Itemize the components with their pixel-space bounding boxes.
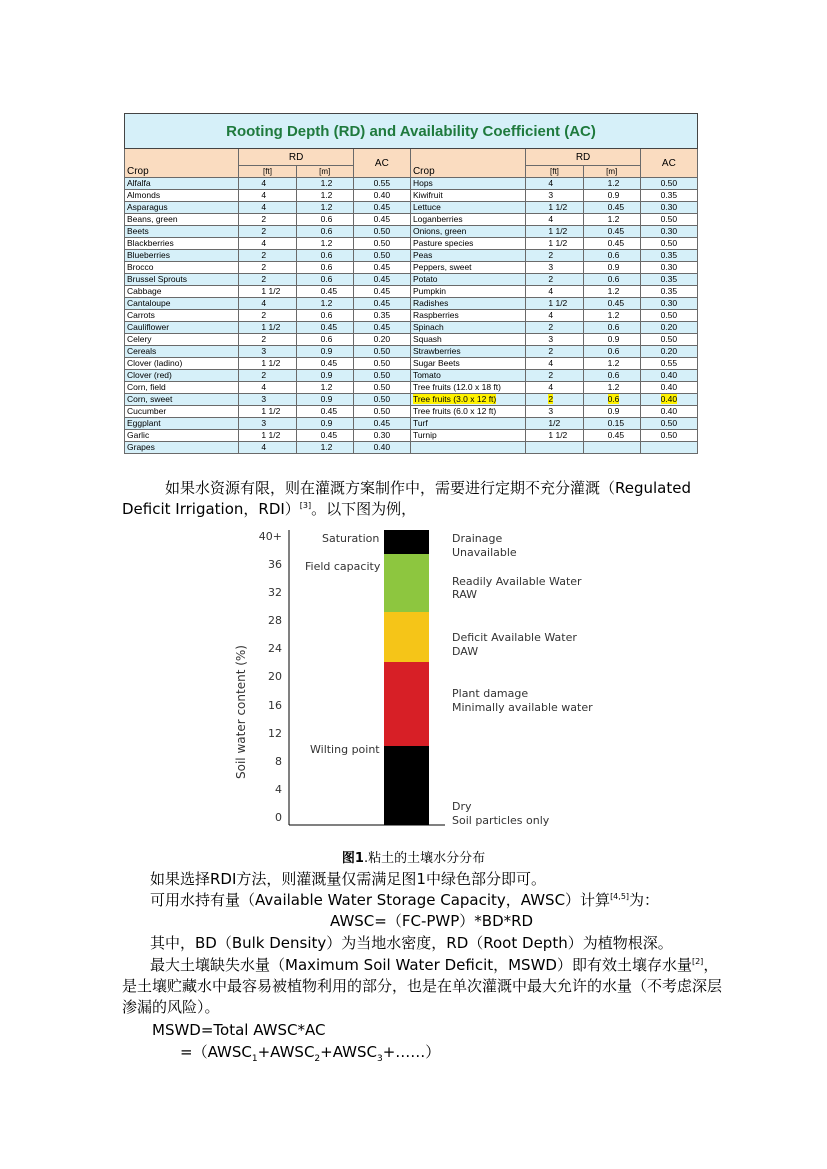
left-crop-cell: Grapes	[125, 442, 239, 454]
left-ac-cell: 0.40	[353, 190, 410, 202]
rdi-tail: 。以下图为例，	[311, 500, 417, 518]
left-rd-ft-cell: 2	[239, 310, 296, 322]
right-crop-cell: Loganberries	[410, 214, 525, 226]
left-rd-ft-cell: 4	[239, 202, 296, 214]
caption-number: 图1	[341, 851, 364, 866]
left-ac-cell: 0.55	[353, 178, 410, 190]
highlighted-value: 0.40	[660, 394, 678, 404]
left-rd-ft-cell: 2	[239, 250, 296, 262]
left-rd-ft-cell: 3	[239, 418, 296, 430]
right-ac-cell: 0.50	[640, 418, 697, 430]
right-rd-ft-cell: 4	[526, 358, 583, 370]
y-tick-label: 40+	[258, 530, 282, 543]
table-row	[125, 238, 698, 250]
right-crop-cell: Squash	[410, 334, 525, 346]
left-ac-cell: 0.50	[353, 394, 410, 406]
right-rd-ft-cell: 4	[526, 178, 583, 190]
left-rd-m-cell: 0.45	[296, 322, 353, 334]
left-ac-cell: 0.50	[353, 358, 410, 370]
ft-header-left: [ft]	[239, 166, 296, 178]
y-tick-label: 0	[275, 811, 282, 824]
right-rd-ft-cell: 3	[526, 262, 583, 274]
left-rd-m-cell: 0.45	[296, 406, 353, 418]
right-rd-ft-cell: 3	[526, 190, 583, 202]
table-row	[125, 274, 698, 286]
table-row	[125, 406, 698, 418]
left-rd-ft-cell: 4	[239, 238, 296, 250]
right-rd-ft-cell: 1 1/2	[526, 238, 583, 250]
sum-sub-1: 1	[251, 1054, 258, 1064]
left-ac-cell: 0.45	[353, 202, 410, 214]
left-crop-cell: Celery	[125, 334, 239, 346]
right-crop-cell: Spinach	[410, 322, 525, 334]
left-rd-ft-cell: 1 1/2	[239, 406, 296, 418]
left-crop-cell: Beans, green	[125, 214, 239, 226]
left-rd-m-cell: 0.6	[296, 226, 353, 238]
table-row	[125, 250, 698, 262]
rd-header-left: RD	[239, 149, 353, 166]
paragraph-awsc	[150, 890, 659, 911]
zone-dry-line2: Soil particles only	[452, 814, 550, 827]
left-rd-m-cell: 0.9	[296, 394, 353, 406]
left-ac-cell: 0.50	[353, 250, 410, 262]
right-rd-ft-cell: 1 1/2	[526, 430, 583, 442]
table-row	[125, 202, 698, 214]
left-ac-cell: 0.30	[353, 430, 410, 442]
right-rd-m-cell: 1.2	[583, 214, 640, 226]
right-rd-ft-cell: 1 1/2	[526, 298, 583, 310]
left-crop-cell: Almonds	[125, 190, 239, 202]
right-ac-cell: 0.30	[640, 202, 697, 214]
zone-dry-bar	[384, 746, 429, 825]
right-rd-ft-cell: 2	[526, 370, 583, 382]
left-ac-cell: 0.40	[353, 442, 410, 454]
right-ac-cell: 0.35	[640, 190, 697, 202]
table-row	[125, 334, 698, 346]
zone-raw-line1: Readily Available Water	[452, 575, 582, 588]
right-crop-cell: Tomato	[410, 370, 525, 382]
left-ac-cell: 0.45	[353, 214, 410, 226]
caption-text: .粘土的土壤水分分布	[363, 851, 486, 866]
right-ac-cell: 0.55	[640, 358, 697, 370]
ac-header-left: AC	[353, 149, 410, 178]
rooting-depth-table	[124, 113, 698, 454]
right-crop-cell: Radishes	[410, 298, 525, 310]
right-rd-ft-cell: 4	[526, 310, 583, 322]
table-row	[125, 418, 698, 430]
zone-daw-bar	[384, 612, 429, 662]
right-rd-ft-cell	[526, 394, 583, 406]
left-rd-m-cell: 1.2	[296, 202, 353, 214]
sum-sub-2: 2	[314, 1054, 321, 1064]
formula-mswd: MSWD=Total AWSC*AC	[152, 1021, 326, 1039]
right-rd-ft-cell: 1 1/2	[526, 226, 583, 238]
right-rd-m-cell: 1.2	[583, 310, 640, 322]
right-rd-ft-cell: 2	[526, 346, 583, 358]
left-ac-cell: 0.50	[353, 382, 410, 394]
table-row	[125, 442, 698, 454]
right-ac-cell: 0.20	[640, 322, 697, 334]
right-ac-cell: 0.50	[640, 430, 697, 442]
right-rd-ft-cell: 3	[526, 334, 583, 346]
table-row	[125, 286, 698, 298]
m-header-left: [m]	[296, 166, 353, 178]
left-rd-m-cell: 0.6	[296, 250, 353, 262]
right-rd-m-cell: 0.6	[583, 370, 640, 382]
left-ac-cell: 0.20	[353, 334, 410, 346]
zone-damage-line2: Minimally available water	[452, 701, 593, 714]
right-ac-cell: 0.35	[640, 274, 697, 286]
left-rd-m-cell: 0.9	[296, 370, 353, 382]
right-rd-m-cell: 0.15	[583, 418, 640, 430]
right-rd-m-cell: 1.2	[583, 178, 640, 190]
right-rd-m-cell: 0.9	[583, 262, 640, 274]
left-ac-cell: 0.50	[353, 406, 410, 418]
right-rd-ft-cell: 2	[526, 250, 583, 262]
sum-sub-3: 3	[377, 1054, 383, 1064]
left-rd-ft-cell: 2	[239, 370, 296, 382]
left-rd-ft-cell: 2	[239, 334, 296, 346]
right-crop-cell: Peppers, sweet	[410, 262, 525, 274]
right-rd-m-cell: 0.6	[583, 322, 640, 334]
right-rd-m-cell: 1.2	[583, 382, 640, 394]
citation-2: [2]	[691, 957, 704, 966]
right-rd-m-cell: 0.6	[583, 250, 640, 262]
left-rd-ft-cell: 1 1/2	[239, 430, 296, 442]
rd-header-right: RD	[526, 149, 640, 166]
right-rd-m-cell: 1.2	[583, 358, 640, 370]
left-crop-cell: Garlic	[125, 430, 239, 442]
right-ac-cell: 0.50	[640, 334, 697, 346]
table-row	[125, 190, 698, 202]
zone-drainage-bar	[384, 530, 429, 554]
left-rd-m-cell: 1.2	[296, 178, 353, 190]
right-crop-cell: Kiwifruit	[410, 190, 525, 202]
zone-drainage-line2: Unavailable	[452, 546, 517, 559]
wilting-point-label: Wilting point	[310, 743, 380, 756]
right-crop-cell: Sugar Beets	[410, 358, 525, 370]
left-ac-cell: 0.50	[353, 370, 410, 382]
right-ac-cell: 0.35	[640, 286, 697, 298]
highlighted-value: Tree fruits (3.0 x 12 ft)	[412, 394, 497, 404]
paragraph-rdi-line1: 如果水资源有限，则在灌溉方案制作中，需要进行定期不充分灌溉（Regulated	[165, 479, 691, 497]
paragraph-mswd-line1	[150, 955, 718, 976]
left-crop-cell: Brussel Sprouts	[125, 274, 239, 286]
sum-plus-2: +AWSC	[320, 1043, 377, 1061]
left-ac-cell: 0.50	[353, 346, 410, 358]
left-rd-ft-cell: 2	[239, 274, 296, 286]
left-rd-ft-cell: 4	[239, 442, 296, 454]
left-rd-ft-cell: 2	[239, 226, 296, 238]
right-rd-m-cell	[583, 394, 640, 406]
y-tick-label: 8	[275, 755, 282, 768]
right-rd-m-cell: 1.2	[583, 286, 640, 298]
left-rd-ft-cell: 3	[239, 346, 296, 358]
ft-header-right: [ft]	[526, 166, 583, 178]
right-rd-m-cell: 0.45	[583, 202, 640, 214]
right-crop-cell: Onions, green	[410, 226, 525, 238]
right-crop-cell: Strawberries	[410, 346, 525, 358]
table-row	[125, 346, 698, 358]
left-rd-ft-cell: 1 1/2	[239, 358, 296, 370]
y-tick-label: 36	[268, 558, 282, 571]
table-row	[125, 178, 698, 190]
right-ac-cell: 0.40	[640, 382, 697, 394]
right-rd-m-cell: 0.45	[583, 226, 640, 238]
left-crop-cell: Carrots	[125, 310, 239, 322]
right-ac-cell: 0.50	[640, 178, 697, 190]
left-rd-ft-cell: 1 1/2	[239, 286, 296, 298]
left-crop-cell: Clover (red)	[125, 370, 239, 382]
right-ac-cell: 0.40	[640, 370, 697, 382]
rdi-text: Deficit Irrigation，RDI）	[122, 500, 300, 518]
left-rd-ft-cell: 4	[239, 178, 296, 190]
highlighted-value: 2	[548, 394, 554, 404]
left-crop-cell: Alfalfa	[125, 178, 239, 190]
citation-4-5: [4,5]	[610, 892, 630, 901]
table-row	[125, 382, 698, 394]
sum-tail: +……）	[382, 1043, 441, 1061]
left-crop-cell: Eggplant	[125, 418, 239, 430]
right-ac-cell	[640, 442, 697, 454]
ac-header-right: AC	[640, 149, 697, 178]
left-rd-ft-cell: 1 1/2	[239, 322, 296, 334]
y-tick-label: 16	[268, 699, 282, 712]
right-rd-m-cell	[583, 442, 640, 454]
right-rd-ft-cell: 2	[526, 322, 583, 334]
right-rd-ft-cell: 1/2	[526, 418, 583, 430]
right-rd-ft-cell: 4	[526, 382, 583, 394]
right-crop-cell	[410, 394, 525, 406]
paragraph-mswd-line3: 渗漏的风险）。	[122, 998, 220, 1016]
left-rd-m-cell: 1.2	[296, 382, 353, 394]
left-rd-ft-cell: 2	[239, 262, 296, 274]
right-crop-cell: Turnip	[410, 430, 525, 442]
highlighted-value: 0.6	[607, 394, 620, 404]
y-tick-label: 28	[268, 614, 282, 627]
right-rd-m-cell: 0.9	[583, 190, 640, 202]
right-rd-m-cell: 0.45	[583, 430, 640, 442]
left-rd-ft-cell: 3	[239, 394, 296, 406]
zone-damage-line1: Plant damage	[452, 687, 529, 700]
left-rd-m-cell: 1.2	[296, 190, 353, 202]
table-row	[125, 394, 698, 406]
awsc-tail: 为：	[629, 891, 660, 909]
m-header-right: [m]	[583, 166, 640, 178]
right-rd-ft-cell: 1 1/2	[526, 202, 583, 214]
left-rd-ft-cell: 4	[239, 298, 296, 310]
right-rd-m-cell: 0.45	[583, 298, 640, 310]
right-ac-cell: 0.50	[640, 238, 697, 250]
table-row	[125, 370, 698, 382]
table-row	[125, 214, 698, 226]
left-ac-cell: 0.45	[353, 262, 410, 274]
right-rd-ft-cell	[526, 442, 583, 454]
left-rd-m-cell: 1.2	[296, 238, 353, 250]
table-row	[125, 226, 698, 238]
saturation-label: Saturation	[322, 532, 380, 545]
paragraph-mswd-line2: 是土壤贮藏水中最容易被植物利用的部分，也是在单次灌溉中最大允许的水量（不考虑深层	[122, 977, 723, 995]
right-crop-cell: Tree fruits (6.0 x 12 ft)	[410, 406, 525, 418]
right-crop-cell: Raspberries	[410, 310, 525, 322]
soil-water-figure	[225, 522, 605, 832]
left-rd-m-cell: 0.45	[296, 358, 353, 370]
mswd-text: 最大土壤缺失水量（Maximum Soil Water Deficit，MSWD）即有效土壤存水量	[150, 956, 692, 974]
left-ac-cell: 0.45	[353, 322, 410, 334]
right-ac-cell: 0.50	[640, 310, 697, 322]
formula-awsc: AWSC=（FC-PWP）*BD*RD	[330, 912, 534, 930]
paragraph-rdi-line2	[122, 499, 416, 520]
left-rd-m-cell: 0.45	[296, 430, 353, 442]
right-ac-cell: 0.30	[640, 226, 697, 238]
right-ac-cell: 0.50	[640, 214, 697, 226]
right-rd-m-cell: 0.6	[583, 346, 640, 358]
right-rd-ft-cell: 4	[526, 286, 583, 298]
left-crop-cell: Cabbage	[125, 286, 239, 298]
table-row	[125, 310, 698, 322]
zone-raw-bar	[384, 554, 429, 612]
citation-3: [3]	[299, 501, 312, 510]
left-rd-m-cell: 0.6	[296, 274, 353, 286]
left-ac-cell: 0.50	[353, 226, 410, 238]
y-tick-label: 32	[268, 586, 282, 599]
left-crop-cell: Asparagus	[125, 202, 239, 214]
y-axis-label: Soil water content (%)	[234, 645, 248, 779]
right-crop-cell: Peas	[410, 250, 525, 262]
left-rd-m-cell: 0.9	[296, 418, 353, 430]
zone-daw-line2: DAW	[452, 645, 479, 658]
right-rd-m-cell: 0.45	[583, 238, 640, 250]
left-crop-cell: Cantaloupe	[125, 298, 239, 310]
left-rd-m-cell: 1.2	[296, 442, 353, 454]
table-row	[125, 262, 698, 274]
zone-damage-bar	[384, 662, 429, 746]
table-title: Rooting Depth (RD) and Availability Coefficient (AC)	[125, 114, 698, 149]
y-tick-label: 24	[268, 642, 282, 655]
left-rd-m-cell: 0.6	[296, 262, 353, 274]
right-ac-cell: 0.35	[640, 250, 697, 262]
left-crop-cell: Corn, sweet	[125, 394, 239, 406]
left-crop-cell: Brocco	[125, 262, 239, 274]
right-rd-m-cell: 0.9	[583, 406, 640, 418]
left-crop-cell: Cucumber	[125, 406, 239, 418]
right-crop-cell: Pasture species	[410, 238, 525, 250]
left-rd-ft-cell: 2	[239, 214, 296, 226]
right-rd-ft-cell: 3	[526, 406, 583, 418]
y-tick-label: 20	[268, 670, 282, 683]
sum-plus-1: +AWSC	[257, 1043, 315, 1061]
left-ac-cell: 0.35	[353, 310, 410, 322]
left-rd-m-cell: 0.6	[296, 310, 353, 322]
figure-caption	[0, 847, 827, 866]
right-ac-cell: 0.20	[640, 346, 697, 358]
right-ac-cell	[640, 394, 697, 406]
table-row	[125, 298, 698, 310]
left-ac-cell: 0.45	[353, 286, 410, 298]
right-ac-cell: 0.30	[640, 298, 697, 310]
left-crop-cell: Blackberries	[125, 238, 239, 250]
paragraph-rdi-choice: 如果选择RDI方法，则灌溉量仅需满足图1中绿色部分即可。	[150, 870, 546, 888]
field-capacity-label: Field capacity	[305, 560, 381, 573]
right-crop-cell	[410, 442, 525, 454]
right-rd-m-cell: 0.9	[583, 334, 640, 346]
right-crop-cell: Hops	[410, 178, 525, 190]
left-crop-cell: Blueberries	[125, 250, 239, 262]
table-row	[125, 430, 698, 442]
left-ac-cell: 0.45	[353, 274, 410, 286]
left-crop-cell: Cauliflower	[125, 322, 239, 334]
y-tick-label: 12	[268, 727, 282, 740]
zone-raw-line2: RAW	[452, 588, 477, 601]
right-crop-cell: Tree fruits (12.0 x 18 ft)	[410, 382, 525, 394]
left-rd-m-cell: 0.6	[296, 214, 353, 226]
left-crop-cell: Corn, field	[125, 382, 239, 394]
paragraph-bd-rd: 其中，BD（Bulk Density）为当地水密度，RD（Root Depth）为植物根深。	[150, 934, 673, 952]
crop-header-left: Crop	[125, 149, 239, 178]
mswd-tail: ，	[703, 956, 719, 974]
right-crop-cell: Pumpkin	[410, 286, 525, 298]
awsc-text: 可用水持有量（Available Water Storage Capacity，AWSC）计算	[150, 891, 611, 909]
left-ac-cell: 0.45	[353, 298, 410, 310]
table-row	[125, 322, 698, 334]
left-rd-m-cell: 0.6	[296, 334, 353, 346]
right-crop-cell: Turf	[410, 418, 525, 430]
zone-drainage-line1: Drainage	[452, 532, 503, 545]
left-rd-m-cell: 1.2	[296, 298, 353, 310]
sum-head: =（AWSC	[180, 1043, 252, 1061]
left-rd-ft-cell: 4	[239, 382, 296, 394]
left-ac-cell: 0.50	[353, 238, 410, 250]
right-ac-cell: 0.40	[640, 406, 697, 418]
crop-header-right: Crop	[410, 149, 525, 178]
right-crop-cell: Potato	[410, 274, 525, 286]
table-row	[125, 358, 698, 370]
left-crop-cell: Beets	[125, 226, 239, 238]
right-rd-m-cell: 0.6	[583, 274, 640, 286]
right-crop-cell: Lettuce	[410, 202, 525, 214]
right-rd-ft-cell: 4	[526, 214, 583, 226]
left-rd-m-cell: 0.9	[296, 346, 353, 358]
left-ac-cell: 0.45	[353, 418, 410, 430]
left-crop-cell: Clover (ladino)	[125, 358, 239, 370]
left-rd-m-cell: 0.45	[296, 286, 353, 298]
right-rd-ft-cell: 2	[526, 274, 583, 286]
right-ac-cell: 0.30	[640, 262, 697, 274]
y-tick-label: 4	[275, 783, 282, 796]
zone-dry-line1: Dry	[452, 800, 472, 813]
formula-sum	[180, 1042, 440, 1063]
left-crop-cell: Cereals	[125, 346, 239, 358]
zone-daw-line1: Deficit Available Water	[452, 631, 577, 644]
left-rd-ft-cell: 4	[239, 190, 296, 202]
